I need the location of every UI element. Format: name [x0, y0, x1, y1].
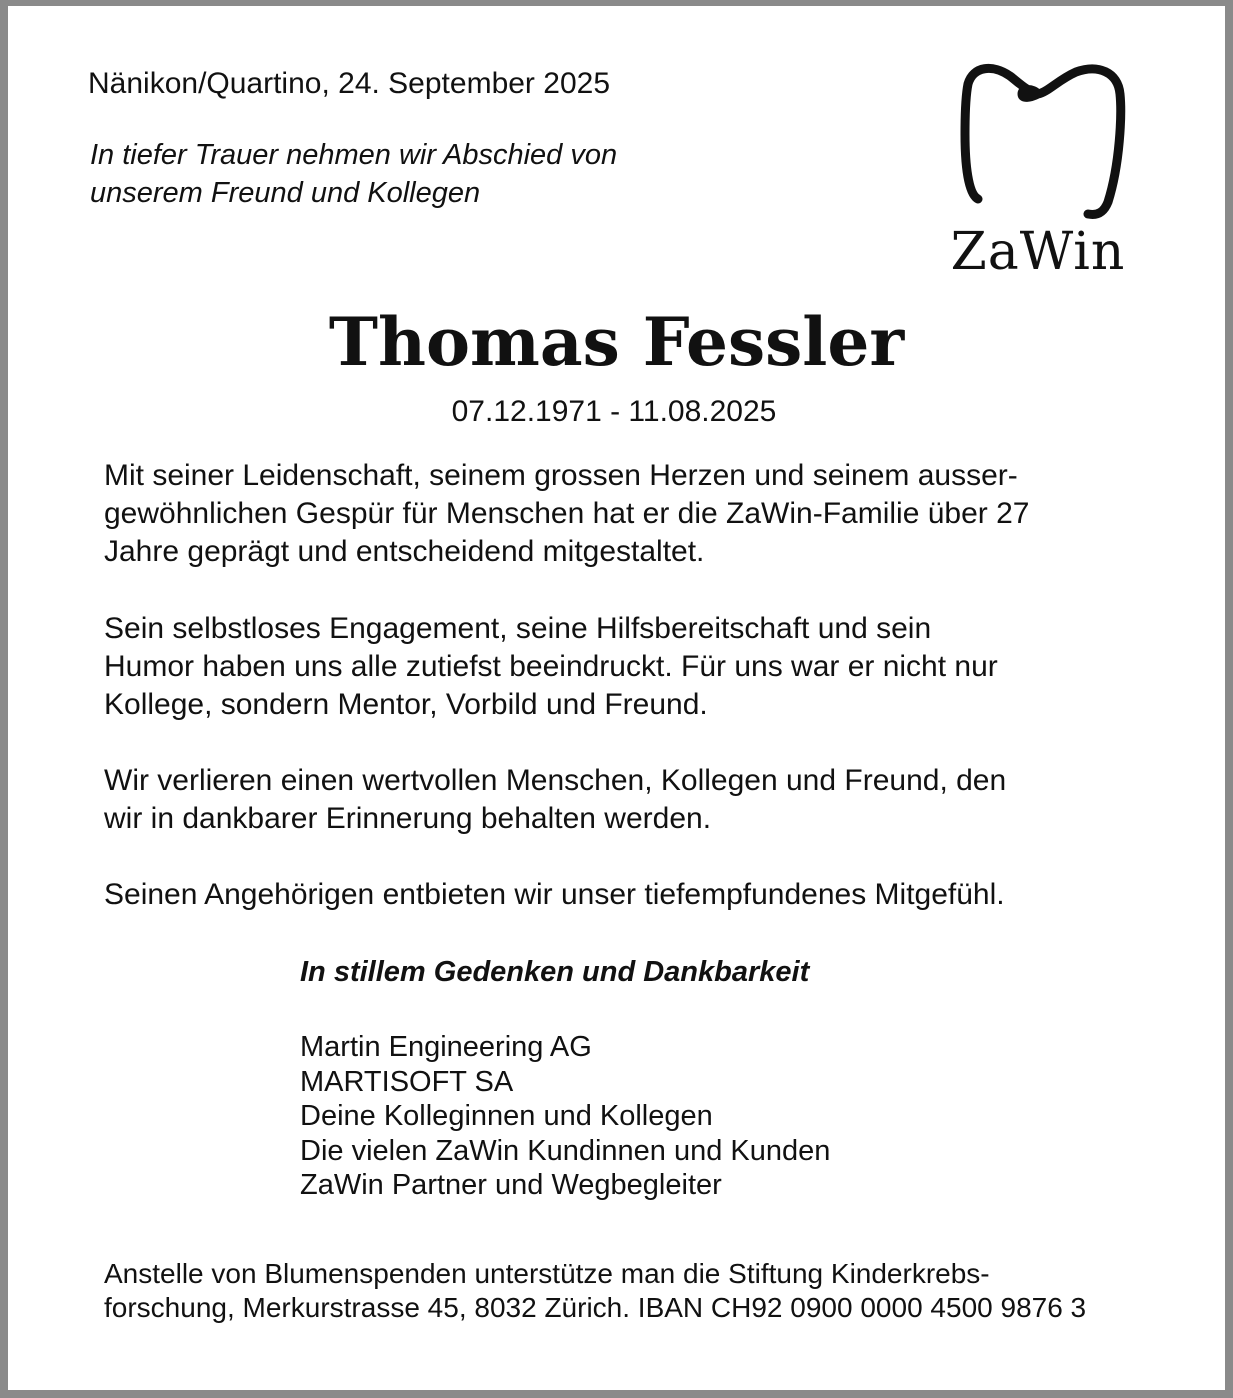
paragraph-line: Wir verlieren einen wertvollen Menschen, Kollegen und Freund, den [104, 764, 1007, 797]
paragraph-line: Kollege, sondern Mentor, Vorbild und Freund. [104, 688, 708, 721]
paragraph-line: Sein selbstloses Engagement, seine Hilfsbereitschaft und sein [104, 612, 932, 645]
paragraph [104, 762, 1006, 838]
sender-item: MARTISOFT SA [300, 1065, 514, 1098]
place-and-date: Nänikon/Quartino, 24. September 2025 [88, 67, 610, 100]
intro-text [90, 136, 617, 212]
life-dates: 07.12.1971 - 11.08.2025 [451, 395, 777, 428]
zawin-logo [938, 54, 1138, 284]
sender-item: Die vielen ZaWin Kundinnen und Kunden [300, 1134, 831, 1167]
sender-item: ZaWin Partner und Wegbegleiter [300, 1169, 722, 1201]
intro-line: unserem Freund und Kollegen [90, 177, 481, 209]
closing-phrase: In stillem Gedenken und Dankbarkeit [300, 956, 810, 988]
donation-line: forschung, Merkurstrasse 45, 8032 Zürich. IBAN CH92 0900 0000 4500 9876 3 [104, 1292, 1087, 1323]
paragraph [104, 610, 998, 724]
paragraph [104, 457, 1029, 571]
paragraph-line: gewöhnlichen Gespür für Menschen hat er die ZaWin-Familie über 27 [104, 497, 1030, 530]
paragraph-line: Jahre geprägt und entscheidend mitgestaltet. [104, 535, 705, 568]
paragraph-line: wir in dankbarer Erinnerung behalten werden. [104, 802, 712, 835]
sender-item: Martin Engineering AG [300, 1031, 592, 1063]
logo-wordmark: ZaWin [950, 222, 1126, 282]
paragraph [104, 876, 1005, 914]
tooth-icon [938, 54, 1138, 224]
intro-line: In tiefer Trauer nehmen wir Abschied von [90, 139, 618, 171]
donation-line: Anstelle von Blumenspenden unterstütze man die Stiftung Kinderkrebs- [104, 1258, 990, 1289]
donation-note [104, 1257, 1086, 1325]
paragraph-line: Humor haben uns alle zutiefst beeindruckt. Für uns war er nicht nur [104, 650, 998, 683]
senders-list [300, 1030, 830, 1203]
sender-item: Deine Kolleginnen und Kollegen [300, 1100, 713, 1132]
obituary-notice [8, 6, 1225, 1390]
paragraph-line: Seinen Angehörigen entbieten wir unser tiefempfundenes Mitgefühl. [104, 878, 1005, 911]
deceased-name: Thomas Fessler [328, 303, 905, 381]
paragraph-line: Mit seiner Leidenschaft, seinem grossen Herzen und seinem ausser- [104, 459, 1018, 492]
